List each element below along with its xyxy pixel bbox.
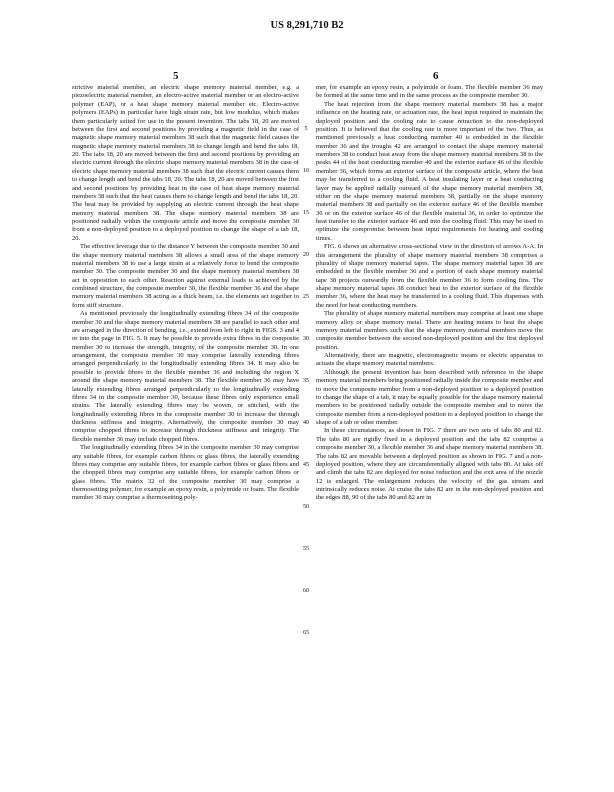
- paragraph: FIG. 6 shows an alternative cross-sectional view in the direction of arrows A-A. In this arrangement the plurality of shape memory material members 38 comprises a plurality of shape memory material tapes. The shape memory material tapes 38 are embedded in the flexible member 36 and a portion of each shape memory material tape 38 projects outwardly from the flexible member 36 to form cooling fins. The shape memory material tapes 38 conduct heat to the exterior surface of the flexible member 36, where the heat may be transferred to a cooling fluid. This dispenses with the need for heat conducting members.: [316, 243, 543, 309]
- paragraph: In these circumstances, as shown in FIG. 7 there are two sets of tabs 80 and 82. The tabs 80 are rigidly fixed in a deployed position and the tabs 82 comprise a composite member 30, a flexible member 36 and shape memory material members 38. The tabs 82 are movable between a deployed position as shown in FIG. 7 and a non-deployed position, where they are circumferentially aligned with tabs 80. At take off and climb the tabs 82 are deployed for noise reduction and the exit area of the nozzle 12 is enlarged. The enlargement reduces the velocity of the gas stream and intrinsically reduces noise. At cruise the tabs 82 are in the non-deployed position and the edges 88, 90 of the tabs 80 and 82 are in: [316, 427, 543, 502]
- right-column: [316, 84, 543, 503]
- page-number-left: 5: [173, 70, 179, 82]
- line-number: 20: [303, 252, 309, 258]
- line-number: 65: [303, 630, 309, 636]
- paragraph: Although the present invention has been described with reference to the shape memory material members being positioned radially inside the composite member and to move the composite member from a non-deployed position to a deployed position to change the shape of a tab, it may be equally possible for the shape memory material members to be positioned radially outside the composite member and to move the composite member from a non-deployed position to a deployed position to change the shape of a tab or other member.: [316, 368, 543, 426]
- line-number: 45: [303, 462, 309, 468]
- left-column: [72, 84, 299, 503]
- line-number: 50: [303, 504, 309, 510]
- line-number: 5: [304, 126, 308, 132]
- line-number: 30: [303, 336, 309, 342]
- line-number: 15: [303, 210, 309, 216]
- line-number: 60: [303, 588, 309, 594]
- page-number-right: 6: [433, 70, 439, 82]
- line-number: 40: [303, 420, 309, 426]
- paragraph: Alternatively, there are magnetic, electromagnetic means or electric apparatus to actuate the shape memory material members.: [316, 352, 543, 368]
- line-number: 25: [303, 294, 309, 300]
- paragraph: The longitudinally extending fibres 34 in the composite member 30 may comprise any suitable fibres, for example carbon fibres or glass fibres, the laterally extending fibres may comprise any suitable fibres, for example carbon fibres or glass fibres and the chopped fibres may comprise any suitable fibres, for example carbon fibres or glass fibres. The matrix 32 of the composite member 30 may comprise a thermosetting polymer, for example an epoxy resin, a polyimide or foam. The flexible member 36 may comprise a thermosetting poly-: [72, 444, 299, 502]
- line-number: 55: [303, 546, 309, 552]
- patent-number: US 8,291,710 B2: [270, 20, 344, 31]
- paragraph: The heat rejection from the shape memory material members 38 has a major influence on the heating rate, or actuation rate, the heat input required to maintain the deployed position and the cooling rate to cause retraction to the non-deployed position. It is believed that the cooling rate is more important of the two. Thus, as mentioned previously a heat conducting member 40 is embedded in the flexible member 36 and the troughs 42 are arranged to contact the shape memory material members 38 to conduct heat away from the shape memory material members 38 to the peaks 44 of the heat conducting member 40 and the exterior surface 46 of the flexible member 36, which forms an exterior surface of the composite article, where the heat may be transferred to a cooling fluid. A heat insulating layer or a heat conducting layer may be applied radially outward of the shape memory material members 38, either on the shape memory material members 38, partially on the shape memory material members 38 and partially on the exterior surface 46 of the flexible member 36 or on the exterior surface 46 of the flexible material 36, in order to optimize the heat transfer to the exterior surface 46 and into the cooling fluid. This may be used to optimize the compromise between heat input requirements for heating and cooling times.: [316, 100, 543, 242]
- line-number: 35: [303, 378, 309, 384]
- paragraph: mer, for example an epoxy resin, a polyimide or foam. The flexible member 36 may be formed at the same time and in the same process as the composite member 30.: [316, 84, 543, 100]
- paragraph: strictive material member, an electric shape memory material member, e.g. a piezoelectric material member, an electro-active material member or an electro-active polymer (EAP), or a heat shape memory material member etc. Electro-active polymers (EAPs) in particular have high strain rate, but low modulus, which makes them particularly suited for use in the present invention. The tabs 18, 20 are moved between the first and second positions by providing a magnetic field in the case of magnetic shape memory material members 38 such that the magnetic field causes the magnetic shape memory material members 38 to change length and bend the tabs 18, 20. The tabs 18, 20 are moved between the first and second positions by providing an electric current through the electric shape memory material members 38 in the case of electric shape memory material members 38 such that the electric current causes them to change length and bend the tabs 18, 20. The tabs 18, 20 are moved between the first and second positions by providing heat in the case of heat shape memory material members 38 such that the heat causes them to change length and bend the tabs 18, 20. The heat may be provided by supplying an electric current through the heat shape memory material members 38. The shape memory material members 38 are positioned radially within the composite article and move the composite member 30 from a non-deployed position to a deployed position to change the shape of a tab 18, 20.: [72, 84, 299, 242]
- line-number: 10: [303, 168, 309, 174]
- paragraph: The plurality of shape memory material members may comprise at least one shape memory alloy or shape memory metal. There are heating means to heat the shape memory material members such that the shape memory material members move the composite member between the second non-deployed position and the first deployed position.: [316, 310, 543, 351]
- paragraph: The effective leverage due to the distance Y between the composite member 30 and the shape memory material members 38 allows a small area of the shape memory material members 38 to use a large strain at a relatively force to bend the composite member 30. The composite member 30 and the shape memory material members 38 act in opposition to each other. Reaction against external loads is achieved by the combined structure, the composite member 30, the flexible member 36 and the shape memory material members 38 acting as a thick beam, i.e. the elements act together to form stiff structure.: [72, 243, 299, 309]
- paragraph: As mentioned previously the longitudinally extending fibres 34 of the composite member 30 and the shape memory material members 38 are parallel to each other and are arranged in the direction of bending, i.e., extend from left to right in FIGS. 3 and 4 or into the page in FIG. 5. It may be possible to provide extra fibres in the composite member 30 to increase the strength, integrity, of the composite member 30. In one arrangement, the composite member 30 may comprise laterally extending fibres arranged perpendicularly to the longitudinally extending fibres 34. It may also be possible to provide fibres in the flexible member 36 and including the region X around the shape memory material members 38. The flexible member 36 may have laterally extending fibres arranged perpendicularly to the longitudinally extending fibres 34 in the composite member 30, because these fibres only experience small strains. The laterally extending fibres may be woven, or stitched, with the longitudinally extending fibres in the composite member 30 to increase the through thickness stiffness and integrity. Alternatively, the composite member 30 may comprise chopped fibres to increase through thickness stiffness and integrity. The flexible member 36 may include chopped fibres.: [72, 310, 299, 443]
